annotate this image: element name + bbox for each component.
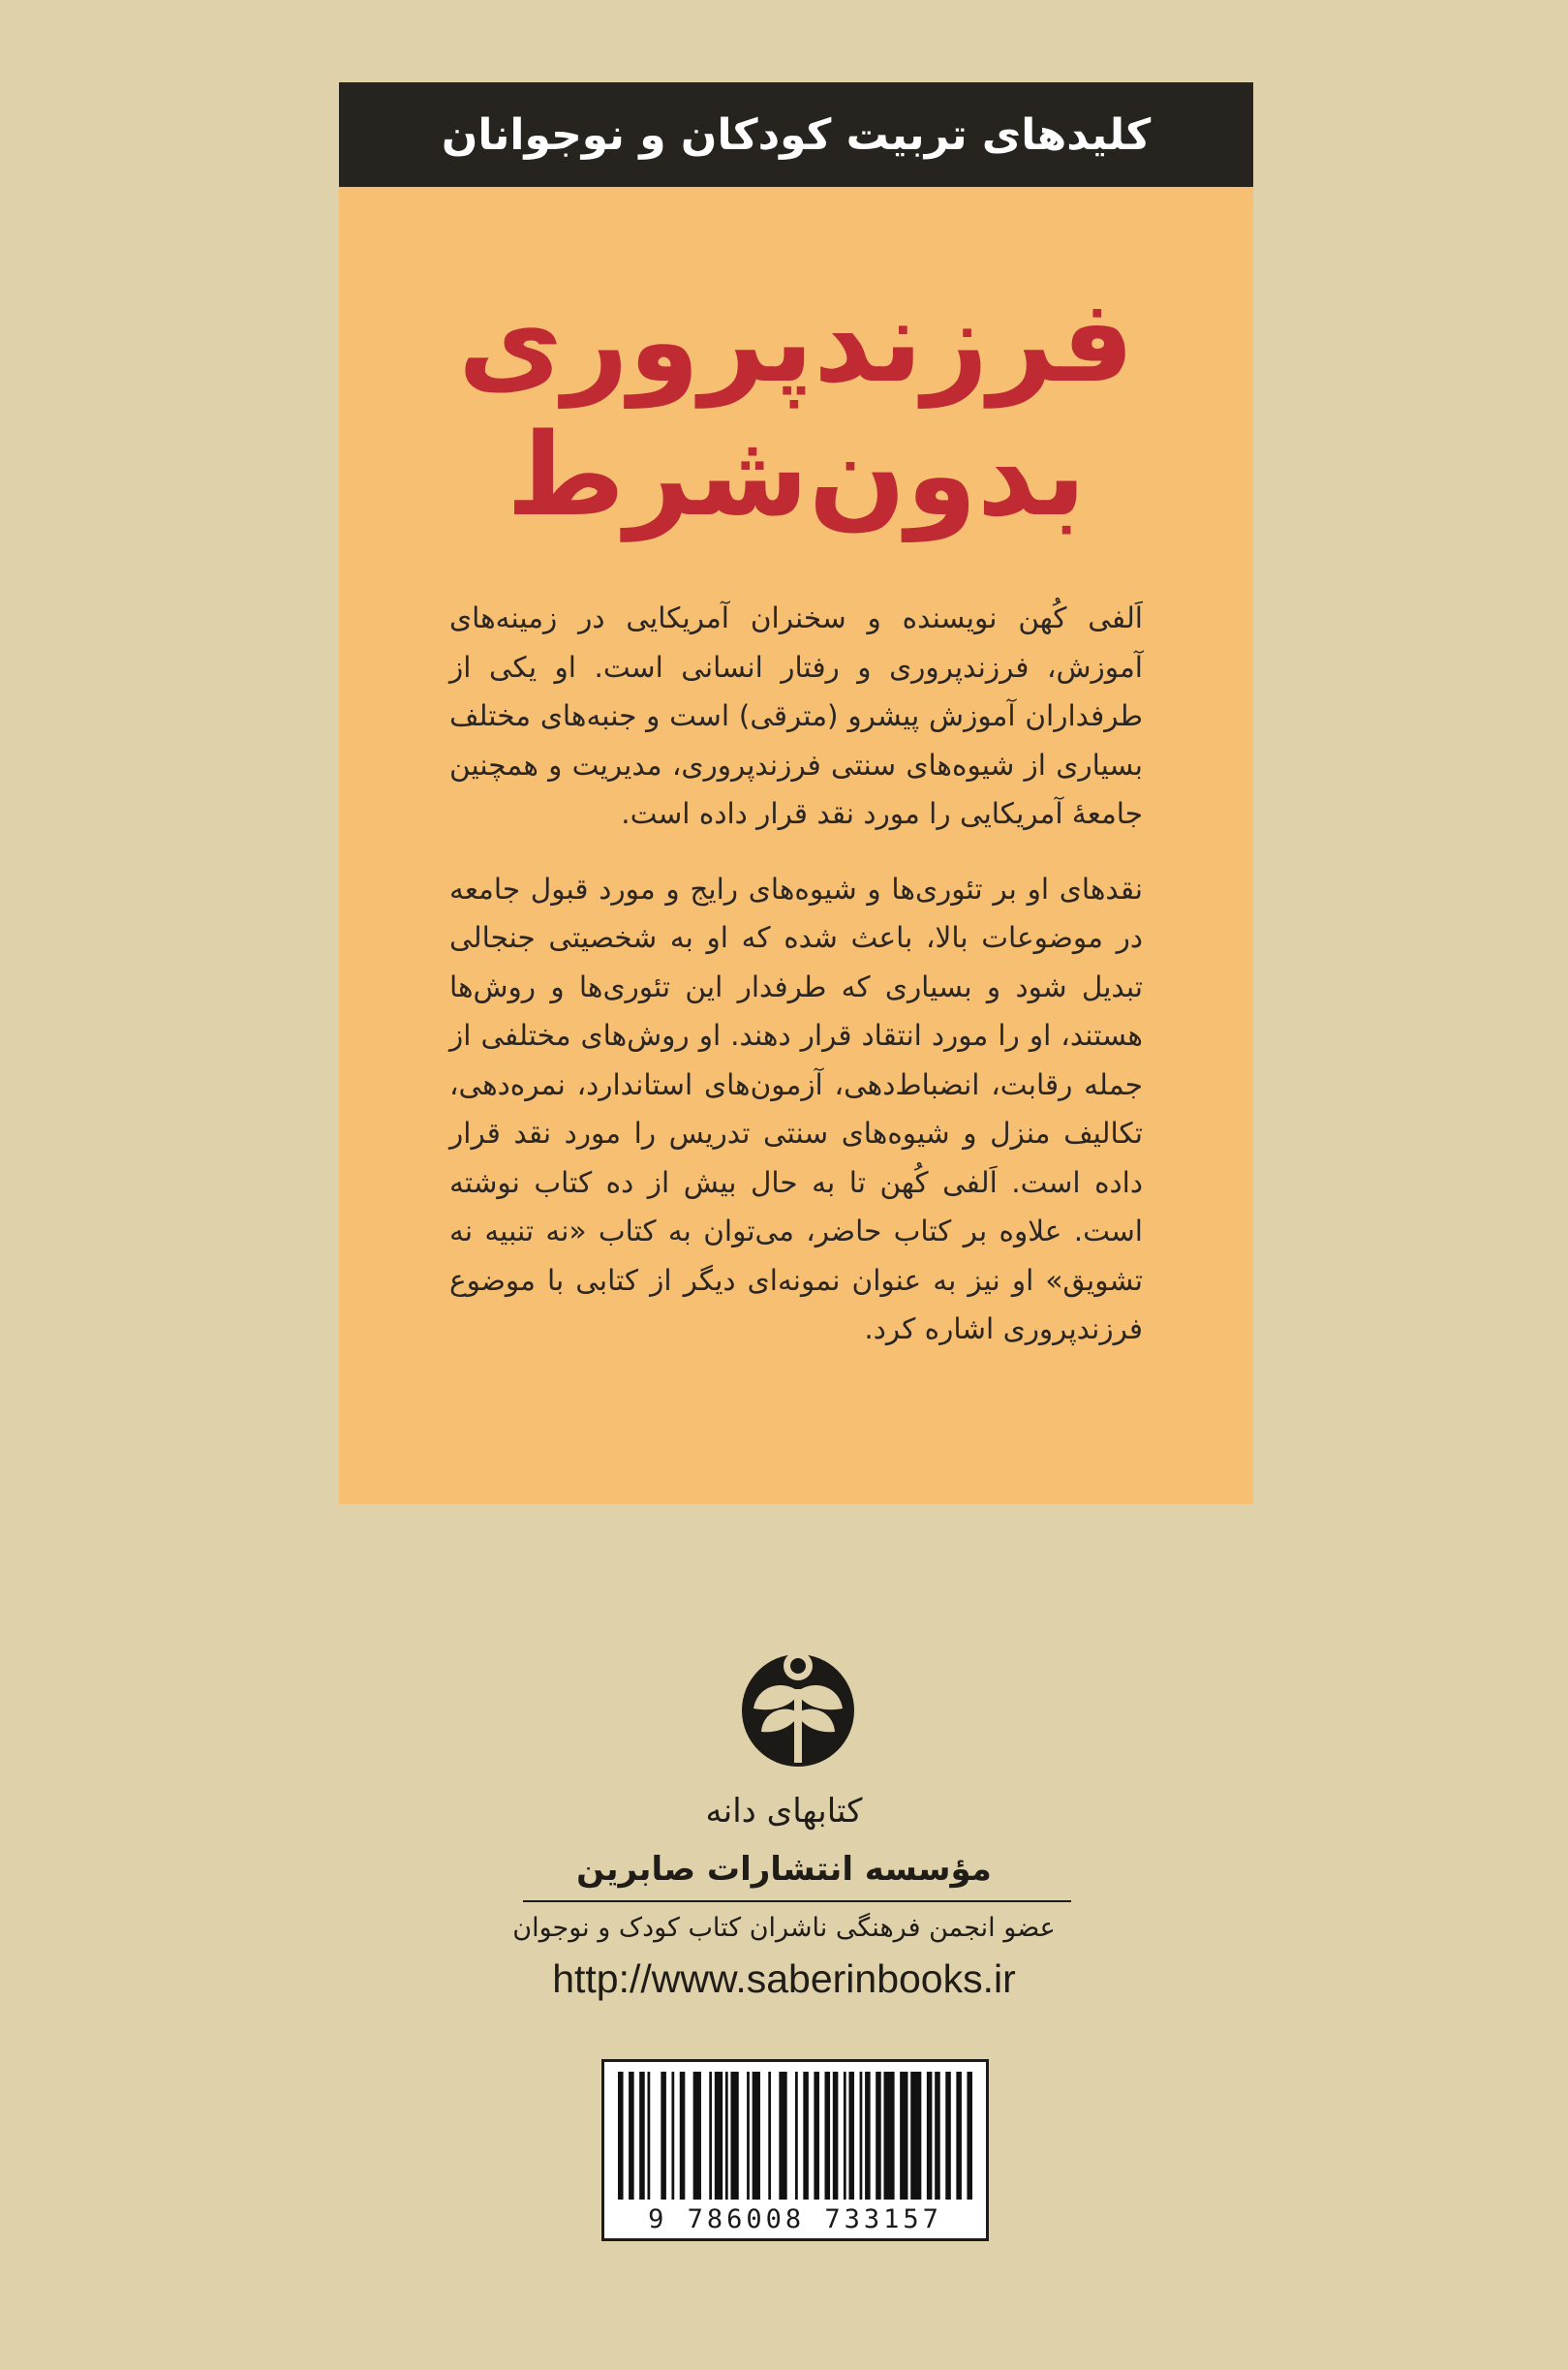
isbn-barcode	[601, 2059, 989, 2241]
barcode-bar	[648, 2072, 651, 2200]
book-title-line-2: بدون‌شرط	[506, 408, 1087, 541]
barcode-bar	[900, 2072, 907, 2200]
barcode-bar	[730, 2072, 738, 2200]
barcode-bar	[795, 2072, 798, 2200]
barcode-bar	[803, 2072, 809, 2200]
barcode-bar	[927, 2072, 933, 2200]
book-title	[339, 274, 1253, 541]
barcode-bar	[865, 2072, 871, 2200]
barcode-bar	[618, 2072, 624, 2200]
barcode-bar	[814, 2072, 819, 2200]
barcode-bar	[725, 2072, 728, 2200]
series-banner	[339, 82, 1253, 187]
barcode-bar	[884, 2072, 895, 2200]
publisher-name: مؤسسه انتشارات صابرین	[576, 1850, 992, 1889]
barcode-bar	[860, 2072, 863, 2200]
barcode-bar	[848, 2072, 854, 2200]
barcode-bar	[747, 2072, 750, 2200]
barcode-bar	[876, 2072, 881, 2200]
barcode-bar	[680, 2072, 686, 2200]
description-paragraph-1: اَلفی کُهن نویسنده و سخنران آمریکایی در زمینه‌های آموزش، فرزندپروری و رفتار انسانی است. او یکی از طرفداران آموزش پیشرو (مترقی) است و جنبه‌های مختلف بسیاری از شیوه‌های سنتی فرزندپروری، مدیریت و همچنین جامعهٔ آمریکایی را مورد نقد قرار داده است.	[449, 601, 1143, 830]
publisher-website: http://www.saberinbooks.ir	[552, 1956, 1016, 2001]
barcode-bar	[825, 2072, 831, 2200]
barcode-bar	[715, 2072, 723, 2200]
barcode-bar	[935, 2072, 940, 2200]
barcode-digits: 9 786008 733157	[648, 2204, 942, 2234]
series-title: کلیدهای تربیت کودکان و نوجوانان	[441, 109, 1152, 160]
book-title-line-1: فرزندپروری	[457, 274, 1135, 408]
barcode-bars	[618, 2072, 972, 2200]
imprint-name: کتابهای دانه	[705, 1792, 863, 1831]
barcode-bar	[945, 2072, 951, 2200]
description-paragraph-2: نقدهای او بر تئوری‌ها و شیوه‌های رایج و مورد قبول جامعه در موضوعات بالا، باعث شده که او به شخصیتی جنجالی تبدیل شود و بسیاری که طرفدار این تئوری‌ها و روش‌ها هستند، او را مورد انتقاد قرار دهند. او روش‌های مختلفی از جمله رقابت، انضباط‌دهی، آزمون‌های استاندارد، نمره‌دهی، تکالیف منزل و شیوه‌های سنتی تدریس را مورد نقد قرار داده است. اَلفی کُهن تا به حال بیش از ده کتاب نوشته است. علاوه بر کتاب حاضر، می‌توان به کتاب «نه تنبیه نه تشویق» او نیز به عنوان نمونه‌ای دیگر از کتابی با موضوع فرزندپروری اشاره کرد.	[449, 872, 1143, 1345]
barcode-bar	[833, 2072, 839, 2200]
barcode-bar	[661, 2072, 666, 2200]
barcode-bar	[629, 2072, 634, 2200]
membership-text: عضو انجمن فرهنگی ناشران کتاب کودک و نوجوان	[512, 1913, 1056, 1943]
barcode-bar	[779, 2072, 786, 2200]
barcode-bar	[844, 2072, 846, 2200]
publisher-divider	[523, 1900, 1071, 1902]
barcode-bar	[956, 2072, 962, 2200]
barcode-bar	[693, 2072, 701, 2200]
dane-seedling-logo-icon	[736, 1647, 860, 1770]
barcode-bar	[910, 2072, 921, 2200]
barcode-bar	[639, 2072, 645, 2200]
barcode-bar	[709, 2072, 712, 2200]
description-panel	[339, 187, 1253, 1504]
barcode-bar	[671, 2072, 674, 2200]
barcode-bar	[753, 2072, 760, 2200]
barcode-bar	[967, 2072, 972, 2200]
book-description	[449, 594, 1143, 1380]
barcode-bar	[768, 2072, 771, 2200]
